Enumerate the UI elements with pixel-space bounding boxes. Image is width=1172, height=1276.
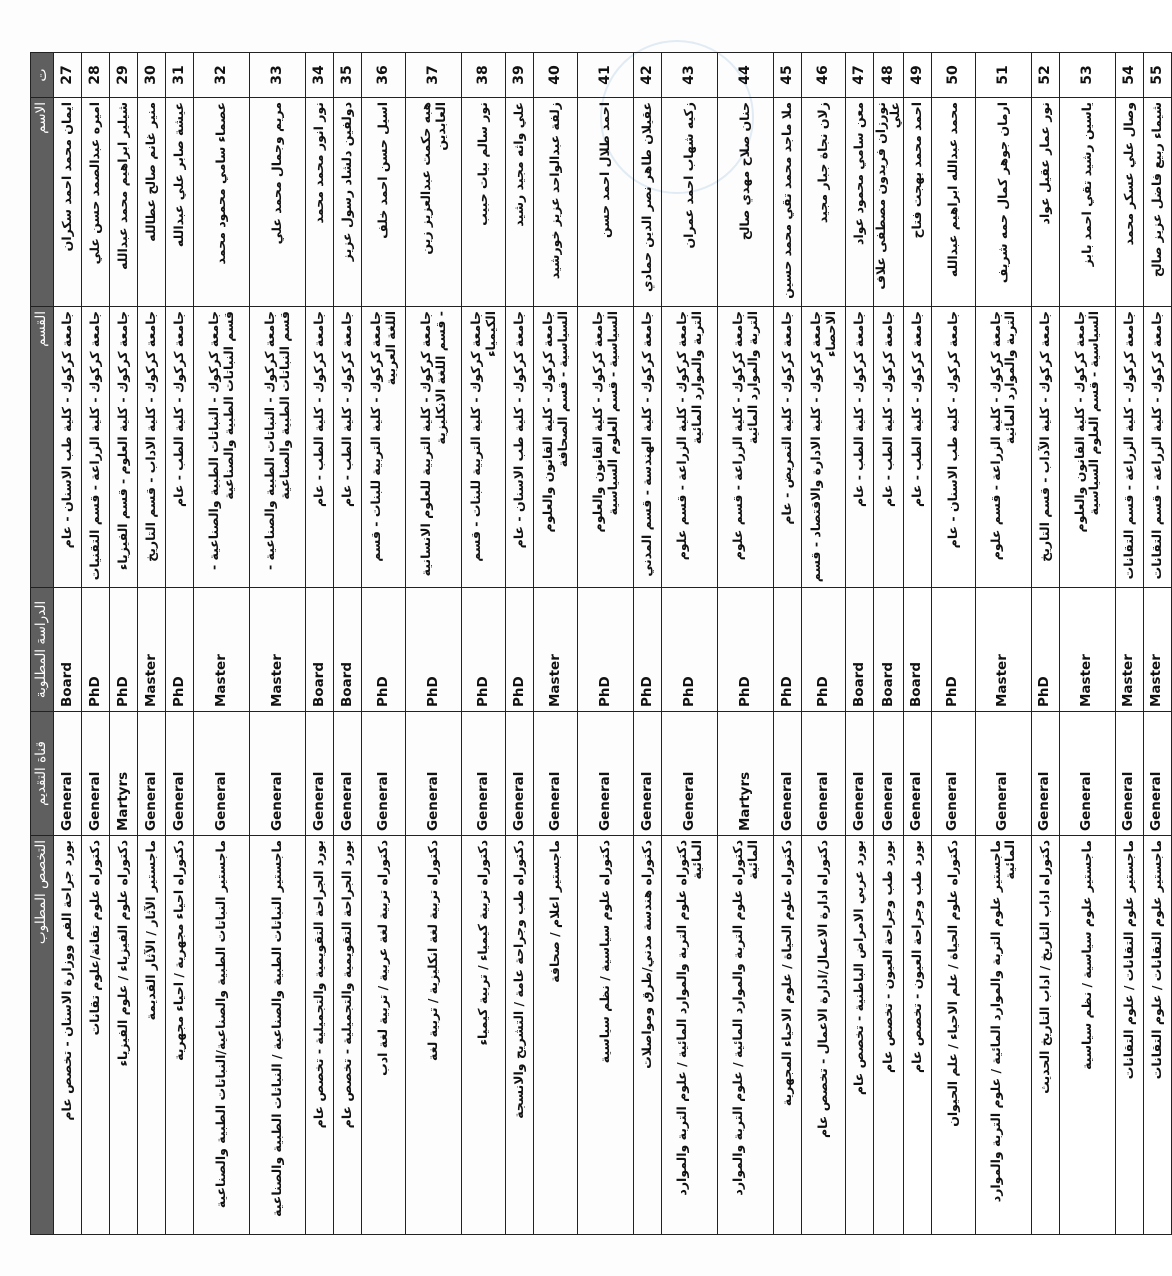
table-row: [1115, 53, 1143, 1235]
application-channel: General: [166, 712, 194, 836]
header-name: الاسم: [31, 98, 54, 307]
table-row: [634, 53, 662, 1235]
applicant-name: نور سالم بيات حبيب: [462, 98, 506, 307]
department: جامعة كركوك - كلية التربية للبنات - قسم اللغة العربية: [362, 307, 406, 588]
applicant-name: نور انور محمد محمد: [306, 98, 334, 307]
department: جامعة كركوك - النباتات الطبية والصناعية - قسم النباتات الطبية والصناعية: [194, 307, 250, 588]
required-study: PhD: [774, 588, 802, 712]
application-channel: General: [662, 712, 718, 836]
table-row: [718, 53, 774, 1235]
applicant-name: محمد عبدالله ابراهيم عبدالله: [931, 98, 975, 307]
row-number: 53: [1059, 53, 1115, 98]
application-channel: Martyrs: [718, 712, 774, 836]
application-channel: Martyrs: [110, 712, 138, 836]
applicant-name: منير غانم صالح عطالله: [138, 98, 166, 307]
department: جامعة كركوك - كلية الاداب - قسم التاريخ: [138, 307, 166, 588]
required-specialization: دكتوراه علوم سياسية / نظم سياسية: [578, 836, 634, 1235]
department: جامعة كركوك - كلية الادارة والاقتصاد - قسم الاحصاء: [802, 307, 846, 588]
application-channel: General: [774, 712, 802, 836]
row-number: 50: [931, 53, 975, 98]
application-channel: General: [306, 712, 334, 836]
required-specialization: بورد طب وجراحة العيون - تخصص عام: [874, 836, 904, 1235]
table-row: [662, 53, 718, 1235]
applicant-name: احمد محمد بهجت فتاح: [903, 98, 931, 307]
row-number: 30: [138, 53, 166, 98]
required-specialization: ماجستير الآثار / الآثار القديمة: [138, 836, 166, 1235]
applicant-name: دولفين دلشاد رسول عزيز: [334, 98, 362, 307]
row-number: 54: [1115, 53, 1143, 98]
required-specialization: دكتوراه اداب التاريخ / اداب التاريخ الحديث: [1031, 836, 1059, 1235]
department: جامعة كركوك - كلية طب الاسنان - عام: [506, 307, 534, 588]
applicant-name: معن سامي محمود عواد: [846, 98, 874, 307]
application-channel: General: [1115, 712, 1143, 836]
applicant-name: شيلير ابراهيم محمد عبدالله: [110, 98, 138, 307]
table-row: [846, 53, 874, 1235]
application-channel: General: [194, 712, 250, 836]
row-number: 52: [1031, 53, 1059, 98]
application-channel: General: [931, 712, 975, 836]
department: جامعة كركوك - كلية التربية للعلوم الانسانية - قسم اللغة الانكليزية: [406, 307, 462, 588]
department: جامعة كركوك - كلية الزراعة - قسم التقانات: [1143, 307, 1171, 588]
department: جامعة كركوك - كلية القانون والعلوم السياسية - قسم العلوم السياسية: [578, 307, 634, 588]
application-channel: General: [975, 712, 1031, 836]
required-specialization: ماجستير علوم التقانات / علوم التقانات: [1115, 836, 1143, 1235]
application-channel: General: [1143, 712, 1171, 836]
row-number: 40: [534, 53, 578, 98]
table-row: [903, 53, 931, 1235]
required-study: PhD: [462, 588, 506, 712]
required-specialization: دكتوراه تربية لغة انكليزية / تربية لغة: [406, 836, 462, 1235]
table-row: [1059, 53, 1115, 1235]
applicants-table: [30, 52, 1172, 1235]
required-study: Master: [138, 588, 166, 712]
row-number: 32: [194, 53, 250, 98]
application-channel: General: [82, 712, 110, 836]
table-row: [306, 53, 334, 1235]
row-number: 49: [903, 53, 931, 98]
applicant-name: نور عمار عقيل عواد: [1031, 98, 1059, 307]
applicant-name: مريم وجمال محمد علي: [250, 98, 306, 307]
required-specialization: دكتوراه هندسة مدني/طرق ومواصلات: [634, 836, 662, 1235]
application-channel: General: [874, 712, 904, 836]
table-row: [194, 53, 250, 1235]
application-channel: General: [1031, 712, 1059, 836]
required-specialization: بورد الجراحة التقويمية والتجميلية - تخصص عام: [306, 836, 334, 1235]
department: جامعة كركوك - كلية الطب - عام: [334, 307, 362, 588]
table-row: [534, 53, 578, 1235]
department: جامعة كركوك - كلية الزراعة - قسم التقنيات: [82, 307, 110, 588]
required-specialization: دكتوراه احياء مجهرية / احياء مجهرية: [166, 836, 194, 1235]
row-number: 35: [334, 53, 362, 98]
department: جامعة كركوك - كلية القانون والعلوم السياسية - قسم الصحافة: [534, 307, 578, 588]
required-study: PhD: [931, 588, 975, 712]
department: جامعة كركوك - كلية الطب - عام: [306, 307, 334, 588]
required-specialization: دكتوراه تربية لغة عربية / تربية لغة ادب: [362, 836, 406, 1235]
application-channel: General: [362, 712, 406, 836]
table-row: [362, 53, 406, 1235]
required-specialization: دكتوراه علوم الفيزياء / علوم الفيزياء: [110, 836, 138, 1235]
application-channel: General: [506, 712, 534, 836]
required-specialization: بورد طب وجراحة العيون - تخصص عام: [903, 836, 931, 1235]
table-row: [334, 53, 362, 1235]
row-number: 31: [166, 53, 194, 98]
application-channel: General: [54, 712, 82, 836]
required-study: PhD: [802, 588, 846, 712]
required-specialization: ماجستير علوم التقانات / علوم التقانات: [1143, 836, 1171, 1235]
required-specialization: دكتوراه علوم الحياة / علوم الاحياء المجهرية: [774, 836, 802, 1235]
applicant-name: نورزان فريدون مصطفى علاف علي: [874, 98, 904, 307]
required-specialization: دكتوراه علوم التربة والموارد المائية / علوم التربة والموارد المائية: [718, 836, 774, 1235]
department: جامعة كركوك - كلية القانون والعلوم السياسية - قسم العلوم السياسية: [1059, 307, 1115, 588]
required-study: PhD: [82, 588, 110, 712]
header-department: القسم: [31, 307, 54, 588]
table-row: [166, 53, 194, 1235]
row-number: 41: [578, 53, 634, 98]
required-specialization: بورد عربي الامراض الباطنية - تخصص عام: [846, 836, 874, 1235]
department: جامعة كركوك - كلية التمريض - عام: [774, 307, 802, 588]
application-channel: General: [802, 712, 846, 836]
required-specialization: دكتوراه علوم تقانة/علوم تقانات: [82, 836, 110, 1235]
header-number: ت: [31, 53, 54, 98]
application-channel: General: [578, 712, 634, 836]
required-study: PhD: [718, 588, 774, 712]
applicant-name: علي واثه مجيد رشيد: [506, 98, 534, 307]
row-number: 37: [406, 53, 462, 98]
row-number: 28: [82, 53, 110, 98]
table-body: [54, 53, 1172, 1235]
required-study: Master: [1143, 588, 1171, 712]
applicant-name: زكيه شهاب احمد عمران: [662, 98, 718, 307]
applicant-name: زلان نجاة جبار مجيد: [802, 98, 846, 307]
required-study: Master: [250, 588, 306, 712]
applicant-name: اسيل حسن احمد خلف: [362, 98, 406, 307]
required-specialization: بورد الجراحة التقويمية والتجميلية - تخصص عام: [334, 836, 362, 1235]
row-number: 42: [634, 53, 662, 98]
header-specialization: التخصص المطلوب: [31, 836, 54, 1235]
applicant-name: ايمان محمد احمد سكران: [54, 98, 82, 307]
rotated-table-wrapper: [30, 52, 1166, 1235]
required-specialization: ماجستير اعلام / صحافة: [534, 836, 578, 1235]
required-study: Board: [846, 588, 874, 712]
required-specialization: دكتوراه ادارة الاعمال/ادارة الاعمال - تخصص عام: [802, 836, 846, 1235]
row-number: 38: [462, 53, 506, 98]
application-channel: General: [1059, 712, 1115, 836]
row-number: 39: [506, 53, 534, 98]
row-number: 45: [774, 53, 802, 98]
required-specialization: دكتوراه علوم الحياة / علم الاحياء / علم الحيوان: [931, 836, 975, 1235]
required-study: PhD: [578, 588, 634, 712]
application-channel: General: [534, 712, 578, 836]
application-channel: General: [138, 712, 166, 836]
required-specialization: دكتوراه طب وجراحة عامة / التشريح والانسجة: [506, 836, 534, 1235]
table-row: [802, 53, 846, 1235]
required-specialization: ماجستير علوم التربة والموارد المائية / علوم التربة والموارد المائية: [975, 836, 1031, 1235]
required-study: PhD: [506, 588, 534, 712]
row-number: 27: [54, 53, 82, 98]
row-number: 44: [718, 53, 774, 98]
department: جامعة كركوك - كلية الطب - عام: [166, 307, 194, 588]
table-row: [506, 53, 534, 1235]
required-study: PhD: [406, 588, 462, 712]
row-number: 29: [110, 53, 138, 98]
table-row: [774, 53, 802, 1235]
row-number: 36: [362, 53, 406, 98]
row-number: 55: [1143, 53, 1171, 98]
required-study: Master: [1115, 588, 1143, 712]
application-channel: General: [334, 712, 362, 836]
required-specialization: بورد جراحة الفم ووزارة الاسنان - تخصص عام: [54, 836, 82, 1235]
header-channel: قناة التقديم: [31, 712, 54, 836]
application-channel: General: [250, 712, 306, 836]
required-study: Board: [903, 588, 931, 712]
application-channel: General: [903, 712, 931, 836]
required-study: PhD: [362, 588, 406, 712]
required-study: PhD: [166, 588, 194, 712]
required-specialization: ماجستير علوم سياسية / نظم سياسية: [1059, 836, 1115, 1235]
required-specialization: دكتوراه علوم التربة والموارد المائية / علوم التربة والموارد المائية: [662, 836, 718, 1235]
required-study: Master: [194, 588, 250, 712]
department: جامعة كركوك - كلية العلوم - قسم الفيزياء: [110, 307, 138, 588]
row-number: 46: [802, 53, 846, 98]
required-study: Board: [874, 588, 904, 712]
applicant-name: ارمان جوهر كمال حمه شريف: [975, 98, 1031, 307]
required-specialization: دكتوراه تربية كيمياء / تربية كيمياء: [462, 836, 506, 1235]
table-row: [1031, 53, 1059, 1235]
applicant-name: اميره عبدالصمد حسن علي: [82, 98, 110, 307]
table-row: [138, 53, 166, 1235]
applicant-name: عقيلان طاهر نصر الدين حمادي: [634, 98, 662, 307]
required-study: Board: [54, 588, 82, 712]
row-number: 43: [662, 53, 718, 98]
department: جامعة كركوك - كلية الزراعة - قسم علوم التربة والموارد المائية: [718, 307, 774, 588]
application-channel: General: [406, 712, 462, 836]
required-study: Master: [1059, 588, 1115, 712]
table-row: [1143, 53, 1171, 1235]
required-study: PhD: [1031, 588, 1059, 712]
applicant-name: هبه حكمت عبدالعزيز زين العابدين: [406, 98, 462, 307]
row-number: 51: [975, 53, 1031, 98]
row-number: 48: [874, 53, 904, 98]
applicant-name: حنان صلاح مهدي صالح: [718, 98, 774, 307]
applicant-name: زلفة عبدالواحد عزيز خورشيد: [534, 98, 578, 307]
row-number: 34: [306, 53, 334, 98]
table-row: [578, 53, 634, 1235]
department: جامعة كركوك - كلية طب الاسنان - عام: [931, 307, 975, 588]
required-specialization: ماجستير النباتات الطبية والصناعية / النباتات الطبية والصناعية: [250, 836, 306, 1235]
applicant-name: وصال علي عسكر محمد: [1115, 98, 1143, 307]
required-study: Board: [334, 588, 362, 712]
applicant-name: عيشة صابر علي عبدالله: [166, 98, 194, 307]
department: جامعة كركوك - كلية الهندسة - قسم المدني: [634, 307, 662, 588]
table-row: [82, 53, 110, 1235]
department: جامعة كركوك - النباتات الطبية والصناعية - قسم النباتات الطبية والصناعية: [250, 307, 306, 588]
table-row: [975, 53, 1031, 1235]
header-study: الدراسة المطلوبة: [31, 588, 54, 712]
department: جامعة كركوك - كلية الزراعة - قسم علوم التربة والموارد المائية: [975, 307, 1031, 588]
applicant-name: احمد طلال احمد حسن: [578, 98, 634, 307]
row-number: 47: [846, 53, 874, 98]
required-study: PhD: [110, 588, 138, 712]
applicant-name: شيماء ربيع فاضل عزيز صالح: [1143, 98, 1171, 307]
required-study: Board: [306, 588, 334, 712]
required-study: PhD: [634, 588, 662, 712]
department: جامعة كركوك - كلية الطب - عام: [874, 307, 904, 588]
department: جامعة كركوك - كلية الآداب - قسم التاريخ: [1031, 307, 1059, 588]
department: جامعة كركوك - كلية التربية للبنات - قسم الكيمياء: [462, 307, 506, 588]
applicant-name: ياسين رشيد تقي احمد بابز: [1059, 98, 1115, 307]
table-row: [406, 53, 462, 1235]
table-row: [874, 53, 904, 1235]
applicant-name: ملا ماجد محمد تقي محمد حسين: [774, 98, 802, 307]
required-specialization: ماجستير النباتات الطبية والصناعية/النباتات الطبية والصناعية: [194, 836, 250, 1235]
table-header-row: [31, 53, 54, 1235]
table-row: [54, 53, 82, 1235]
department: جامعة كركوك - كلية الزراعة - قسم علوم التربة والموارد المائية: [662, 307, 718, 588]
department: جامعة كركوك - كلية الطب - عام: [846, 307, 874, 588]
application-channel: General: [846, 712, 874, 836]
department: جامعة كركوك - كلية الزراعة - قسم التقانات: [1115, 307, 1143, 588]
row-number: 33: [250, 53, 306, 98]
table-row: [110, 53, 138, 1235]
required-study: Master: [975, 588, 1031, 712]
application-channel: General: [462, 712, 506, 836]
department: جامعة كركوك - كلية طب الاسنان - عام: [54, 307, 82, 588]
department: جامعة كركوك - كلية الطب - عام: [903, 307, 931, 588]
table-row: [931, 53, 975, 1235]
required-study: Master: [534, 588, 578, 712]
application-channel: General: [634, 712, 662, 836]
table-row: [462, 53, 506, 1235]
required-study: PhD: [662, 588, 718, 712]
applicant-name: عصماء سامي محمود محمد: [194, 98, 250, 307]
table-row: [250, 53, 306, 1235]
